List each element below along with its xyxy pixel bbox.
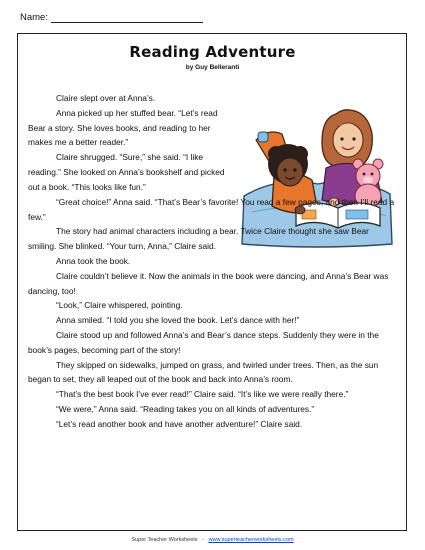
footer-url-link[interactable]: www.superteacherworksheets.com: [208, 537, 294, 543]
name-blank-line[interactable]: [51, 13, 203, 23]
story-paragraph: The story had animal characters including a bear. Twice Claire thought she saw Bear smiling. She blinked. “Your turn, Anna,” Claire said.: [28, 226, 369, 252]
story-paragraph: Claire slept over at Anna’s.: [56, 93, 156, 103]
story-paragraph: “Great choice!” Anna said. “That’s Bear’s favorite! You read a few pages, and then I’ll read a few.”: [28, 196, 395, 222]
footer-separator: -: [202, 537, 204, 543]
story-paragraph: They skipped on sidewalks, jumped on grass, and twirled under trees. Then, as the sun began to set, they all leaped out of the book and back into Anna’s room.: [28, 359, 379, 385]
story-paragraph: “Look,” Claire whispered, pointing.: [56, 300, 183, 311]
name-label: Name:: [20, 12, 48, 23]
footer-site-name: Super Teacher Worksheets: [131, 537, 198, 543]
story-paragraph: “Let’s read another book and have another adventure!” Claire said.: [56, 418, 303, 429]
story-paragraph: Claire stood up and followed Anna’s and Bear’s dance steps. Suddenly they were in the book’s pages, becoming part of the story!: [28, 330, 379, 355]
story-byline: by Guy Belleranti: [185, 64, 240, 71]
page-footer: [0, 537, 425, 543]
story-paragraph: “We were,” Anna said. “Reading takes you on all kinds of adventures.”: [56, 404, 315, 415]
story-paragraph: Anna picked up her stuffed bear. “Let’s read Bear a story. She loves books, and reading to her makes me a better reader.”: [28, 107, 218, 148]
story-title: Reading Adventure: [129, 43, 296, 61]
story-paragraph: Anna took the book.: [56, 255, 131, 266]
story-paragraph: Anna smiled. “I told you she loved the book. Let’s dance with her!”: [56, 315, 300, 326]
story-text: [28, 91, 396, 432]
name-field: [20, 12, 203, 23]
story-paragraph: Claire shrugged. “Sure,” she said. “I like reading.” She looked on Anna’s bookshelf and picked out a book. “This looks like fun.”: [28, 152, 225, 192]
story-paragraph: “That’s the best book I’ve ever read!” Claire said. “It’s like we were really there.”: [56, 389, 349, 400]
text-wrap-beside-illustration: [28, 91, 233, 195]
story-paragraph: Claire couldn’t believe it. Now the animals in the book were dancing, and Anna’s Bear was dancing, too!: [28, 270, 389, 296]
